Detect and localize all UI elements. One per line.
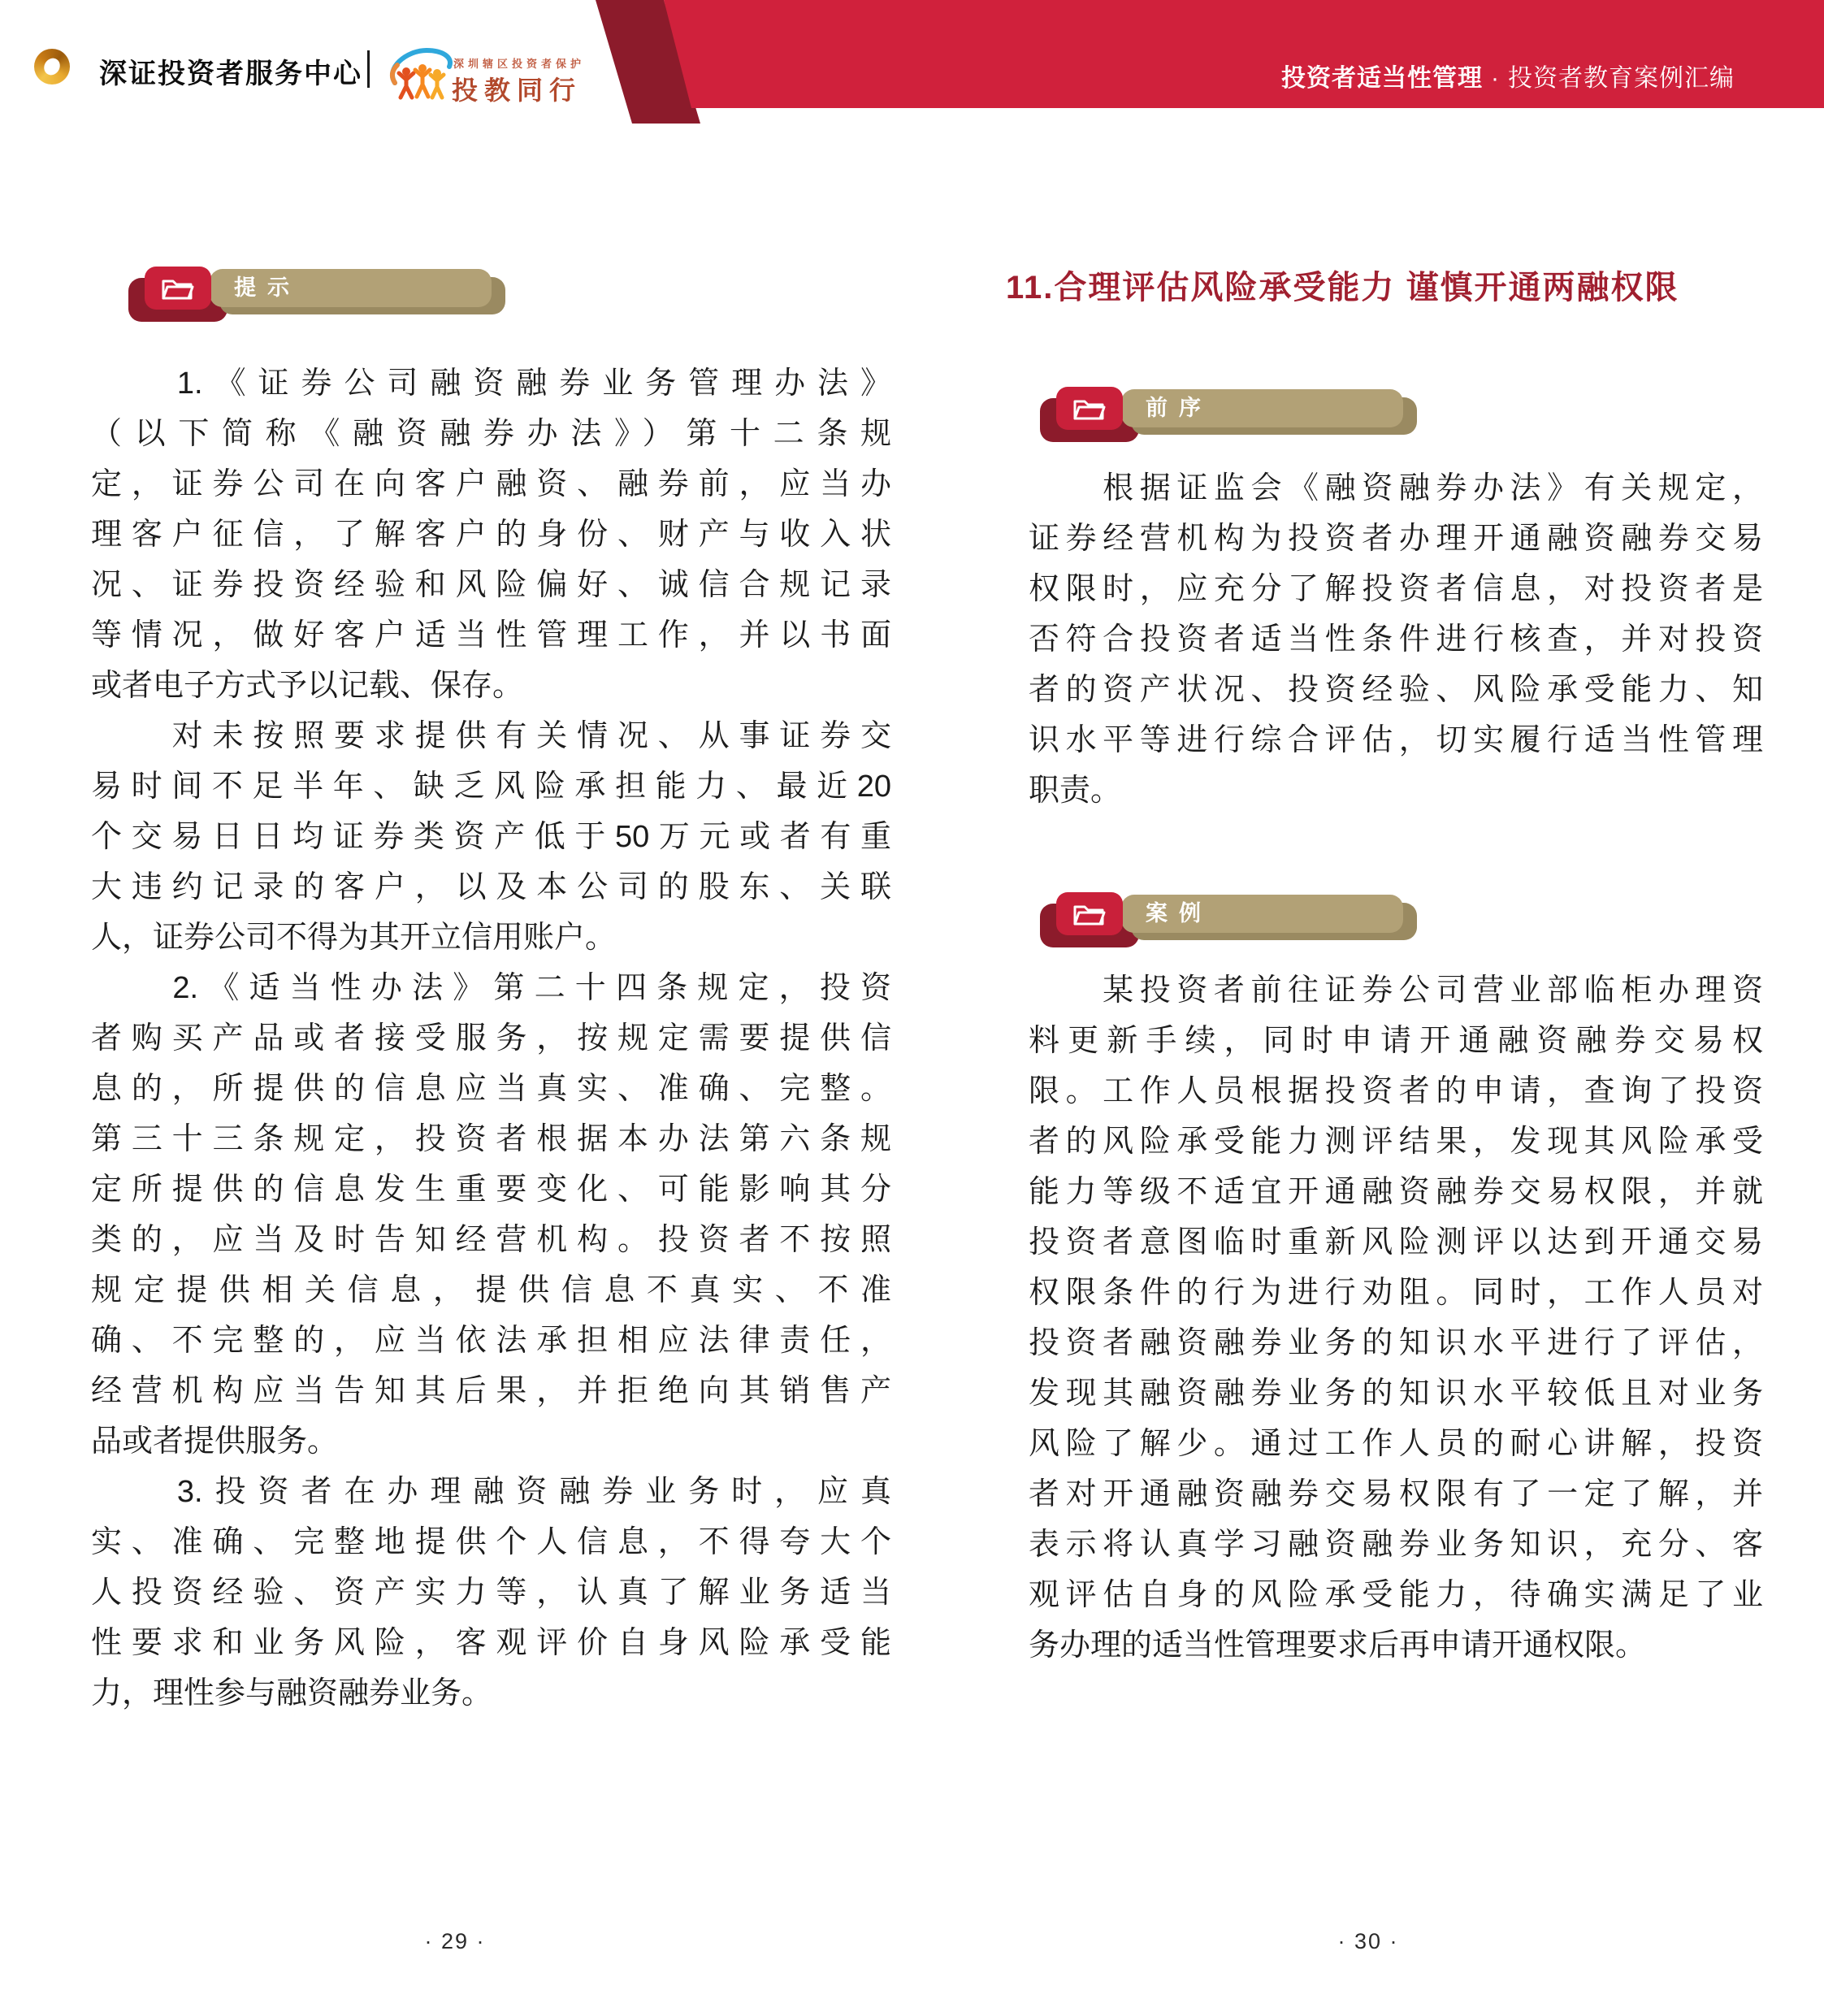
text-line: 第三十三条规定，投资者根据本办法第六条规	[91, 1122, 891, 1156]
org-ring-hole	[43, 56, 61, 76]
text-line: 发现其融资融券业务的知识水平较低且对业务	[1029, 1377, 1763, 1411]
text-line: 限。工作人员根据投资者的申请，查询了投资	[1029, 1074, 1763, 1108]
page-number-left: · 29 ·	[424, 1929, 486, 1953]
text-line: 况、证券投资经验和风险偏好、诚信合规记录	[91, 568, 891, 602]
text-line: 3.投资者在办理融资融券业务时，应真	[91, 1475, 891, 1509]
brand-subtitle: 深圳辖区投资者保护	[453, 58, 586, 70]
text-line: 确、不完整的，应当依法承担相应法律责任，	[91, 1324, 891, 1358]
logo-divider	[367, 50, 370, 88]
text-line: 1.《证券公司融资融券业务管理办法》	[91, 366, 891, 401]
text-line: 规定提供相关信息，提供信息不真实、不准	[91, 1273, 891, 1307]
page-number-right: · 30 ·	[1337, 1929, 1399, 1953]
text-line: 等情况，做好客户适当性管理工作，并以书面	[91, 618, 891, 652]
text-line: 理客户征信，了解客户的身份、财产与收入状	[91, 518, 891, 552]
text-line: 能力等级不适宜开通融资融券交易权限，并就	[1029, 1175, 1763, 1209]
text-line: 人，证券公司不得为其开立信用账户。	[91, 921, 617, 955]
brand-figures-icon	[382, 42, 460, 108]
brand-name: 投教同行	[452, 76, 583, 105]
text-line: 料更新手续，同时申请开通融资融券交易权	[1029, 1024, 1763, 1058]
text-line: 个交易日日均证券类资产低于50万元或者有重	[91, 820, 891, 854]
text-line: 息的，所提供的信息应当真实、准确、完整。	[91, 1072, 891, 1106]
text-line: 性要求和业务风险，客观评价自身风险承受能	[91, 1626, 891, 1660]
paragraph	[91, 358, 891, 711]
text-line: 投资者意图临时重新风险测评以达到开通交易	[1029, 1225, 1763, 1259]
text-line: 观评估自身的风险承受能力，待确实满足了业	[1029, 1578, 1763, 1612]
folder-icon	[1072, 395, 1107, 423]
text-line: 大违约记录的客户，以及本公司的股东、关联	[91, 870, 891, 904]
badge-icon-box	[1056, 387, 1123, 430]
text-line: 实、准确、完整地提供个人信息，不得夸大个	[91, 1525, 891, 1559]
text-line: 证券经营机构为投资者办理开通融资融券交易	[1029, 522, 1763, 556]
text-line: 对未按照要求提供有关情况、从事证券交	[91, 719, 891, 753]
case-badge	[1040, 892, 1430, 973]
org-ring-icon	[34, 49, 70, 85]
text-line: （以下简称《融资融券办法》）第十二条规	[91, 417, 891, 451]
preface-paragraphs	[1029, 463, 1763, 816]
text-line: 类的，应当及时告知经营机构。投资者不按照	[91, 1223, 891, 1257]
badge-label: 前序	[1146, 396, 1212, 420]
preface-badge	[1040, 387, 1430, 468]
text-line: 权限时，应充分了解投资者信息，对投资者是	[1029, 572, 1763, 606]
text-line: 2.《适当性办法》第二十四条规定，投资	[91, 971, 891, 1005]
paragraph	[91, 1467, 891, 1719]
text-line: 者的资产状况、投资经验、风险承受能力、知	[1029, 673, 1763, 707]
banner-title-separator: ·	[1491, 65, 1500, 92]
text-line: 投资者融资融券业务的知识水平进行了评估，	[1029, 1326, 1763, 1360]
tip-badge	[128, 267, 518, 348]
text-line: 者对开通融资融券交易权限有了一定了解，并	[1029, 1477, 1763, 1511]
badge-label: 案例	[1146, 901, 1212, 926]
text-line: 易时间不足半年、缺乏风险承担能力、最近20	[91, 770, 891, 804]
text-line: 否符合投资者适当性条件进行核查，并对投资	[1029, 622, 1763, 657]
badge-icon-box	[1056, 892, 1123, 935]
text-line: 力，理性参与融资融券业务。	[91, 1676, 493, 1710]
text-line: 品或者提供服务。	[91, 1424, 339, 1459]
text-line: 经营机构应当告知其后果，并拒绝向其销售产	[91, 1374, 891, 1408]
page-title: 11.合理评估风险承受能力 谨慎开通两融权限	[1006, 270, 1679, 306]
paragraph	[91, 963, 891, 1467]
banner-title-rest: 投资者教育案例汇编	[1508, 65, 1735, 92]
text-line: 风险了解少。通过工作人员的耐心讲解，投资	[1029, 1427, 1763, 1461]
folder-icon	[160, 275, 196, 302]
text-line: 表示将认真学习融资融券业务知识，充分、客	[1029, 1528, 1763, 1562]
text-line: 者购买产品或者接受服务，按规定需要提供信	[91, 1021, 891, 1056]
text-line: 识水平等进行综合评估，切实履行适当性管理	[1029, 723, 1763, 757]
text-line: 职责。	[1029, 774, 1122, 808]
text-line: 定所提供的信息发生重要变化、可能影响其分	[91, 1173, 891, 1207]
org-name: 深证投资者服务中心	[99, 59, 362, 89]
paragraph	[91, 711, 891, 963]
badge-icon-box	[145, 267, 211, 310]
paragraph	[1029, 463, 1763, 816]
text-line: 权限条件的行为进行劝阻。同时，工作人员对	[1029, 1276, 1763, 1310]
paragraph	[1029, 965, 1763, 1671]
text-line: 务办理的适当性管理要求后再申请开通权限。	[1029, 1628, 1647, 1663]
banner-title	[1281, 58, 1735, 93]
case-paragraphs	[1029, 965, 1763, 1671]
banner-title-bold: 投资者适当性管理	[1281, 65, 1483, 92]
text-line: 人投资经验、资产实力等，认真了解业务适当	[91, 1576, 891, 1610]
tip-paragraphs	[91, 358, 891, 1719]
folder-icon	[1072, 900, 1107, 928]
text-line: 定，证券公司在向客户融资、融券前，应当办	[91, 467, 891, 501]
text-line: 者的风险承受能力测评结果，发现其风险承受	[1029, 1125, 1763, 1159]
badge-label: 提示	[234, 275, 301, 300]
text-line: 某投资者前往证券公司营业部临柜办理资	[1029, 973, 1763, 1008]
text-line: 根据证监会《融资融券办法》有关规定，	[1029, 471, 1763, 505]
text-line: 或者电子方式予以记载、保存。	[91, 669, 524, 703]
